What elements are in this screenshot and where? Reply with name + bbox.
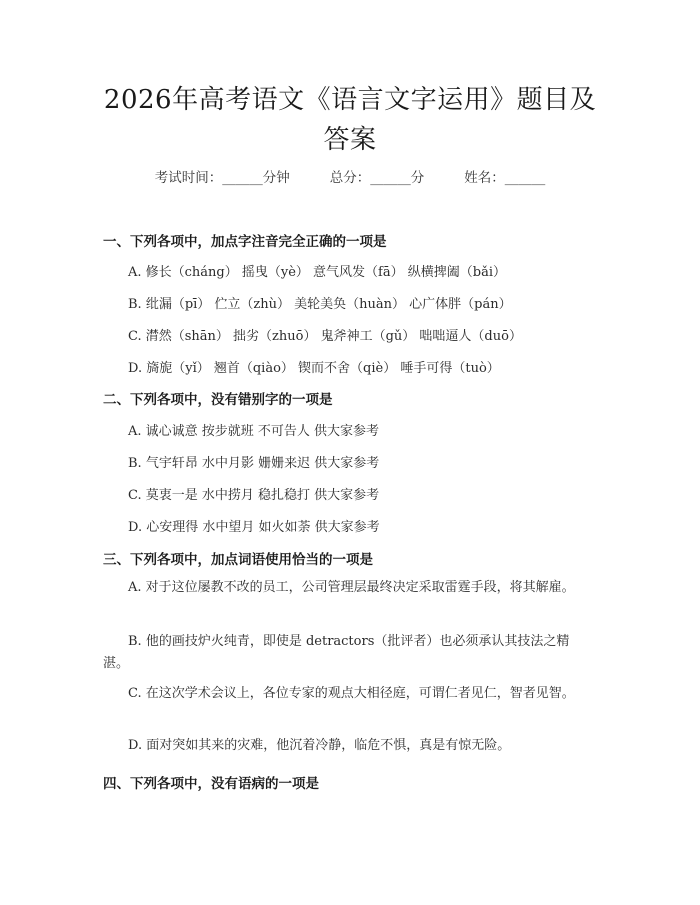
- section-heading: 三、下列各项中，加点词语使用恰当的一项是: [103, 552, 373, 568]
- option: D. 面对突如其来的灾难，他沉着冷静，临危不惧，真是有惊无险。: [128, 738, 511, 753]
- student-name: 姓名：______: [464, 170, 546, 186]
- option: C. 在这次学术会议上，各位专家的观点大相径庭，可谓仁者见仁，智者见智。: [128, 686, 575, 701]
- option: A. 诚心诚意 按步就班 不可告人 供大家参考: [128, 424, 380, 439]
- option: D. 心安理得 水中望月 如火如荼 供大家参考: [128, 520, 380, 535]
- option: A. 修长（cháng） 摇曳（yè） 意气风发（fā） 纵横捭阖（bǎi）: [128, 265, 506, 280]
- total-score: 总分：______分: [329, 170, 425, 186]
- option: B. 他的画技炉火纯青，即使是 detractors（批评者）也必须承认其技法之精湛。: [103, 634, 570, 671]
- exam-meta: [0, 166, 700, 186]
- section-heading: 四、下列各项中，没有语病的一项是: [103, 776, 319, 792]
- option: C. 潸然（shān） 拙劣（zhuō） 鬼斧神工（gǔ） 咄咄逼人（duō）: [128, 329, 522, 344]
- option: C. 莫衷一是 水中捞月 稳扎稳打 供大家参考: [128, 488, 380, 503]
- option: B. 纰漏（pī） 伫立（zhù） 美轮美奂（huàn） 心广体胖（pán）: [128, 297, 512, 312]
- section-heading: 二、下列各项中，没有错别字的一项是: [103, 392, 333, 408]
- option: B. 气宇轩昂 水中月影 姗姗来迟 供大家参考: [128, 456, 380, 471]
- option: A. 对于这位屡教不改的员工，公司管理层最终决定采取雷霆手段，将其解雇。: [128, 580, 575, 595]
- page-title: 2026年高考语文《语言文字运用》题目及答案: [103, 85, 597, 155]
- option: D. 旖旎（yǐ） 翘首（qiào） 锲而不舍（qiè） 唾手可得（tuò）: [128, 361, 500, 376]
- exam-time: 考试时间：______分钟: [154, 170, 290, 186]
- section-heading: 一、下列各项中，加点字注音完全正确的一项是: [103, 234, 387, 250]
